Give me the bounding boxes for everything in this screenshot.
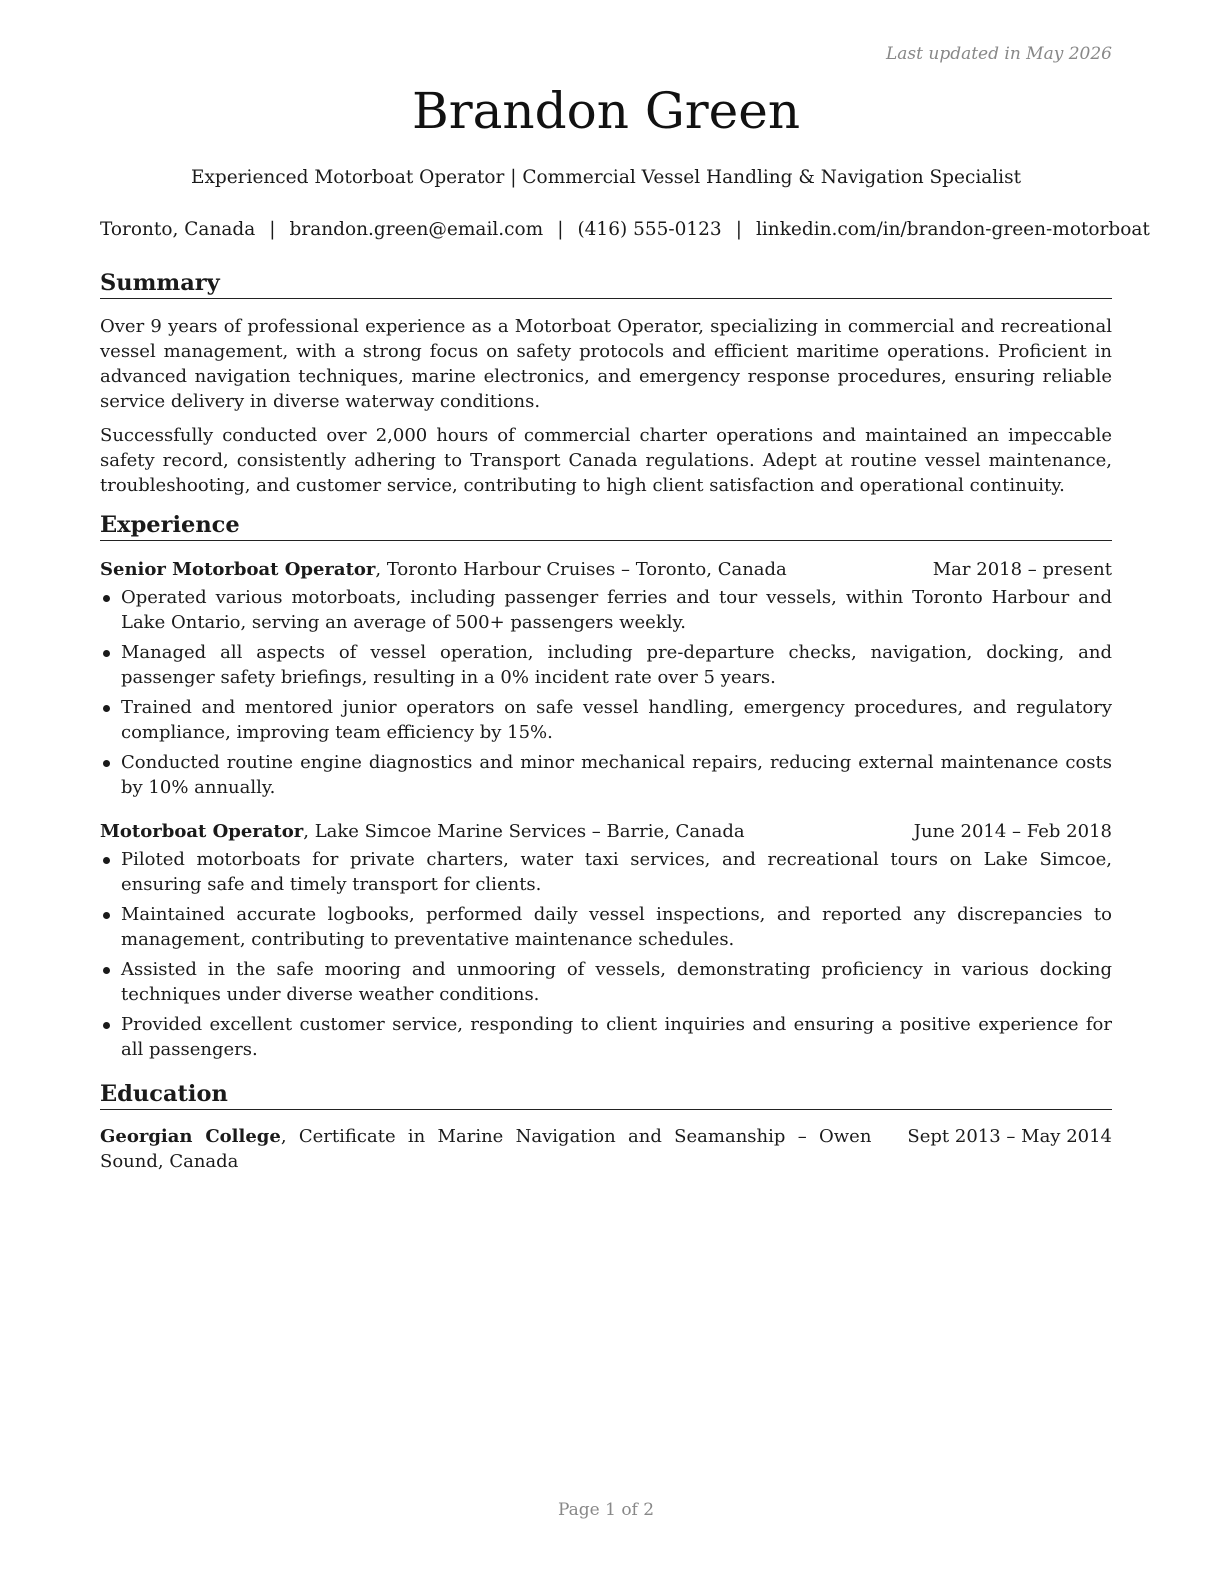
bullet-dot-icon (103, 967, 110, 974)
section-title-experience: Experience (100, 512, 1112, 541)
job-bullet (100, 902, 1112, 952)
bullet-text: Provided excellent customer service, responding to client inquiries and ensuring a positive experience for all passengers. (121, 1014, 1112, 1060)
job-bullet (100, 695, 1112, 745)
job-bullet (100, 1012, 1112, 1062)
page-number: Page 1 of 2 (557, 1500, 655, 1520)
experience-section (100, 512, 1112, 1062)
job-bullet (100, 957, 1112, 1007)
job-entry (100, 557, 1112, 800)
professional-headline: Experienced Motorboat Operator | Commercial Vessel Handling & Navigation Specialist (190, 167, 1022, 188)
bullet-dot-icon (103, 857, 110, 864)
contact-separator: | (735, 219, 742, 240)
bullet-dot-icon (103, 912, 110, 919)
education-entry (100, 1124, 1112, 1174)
bullet-dot-icon (103, 705, 110, 712)
education-section (100, 1081, 1112, 1174)
bullet-text: Conducted routine engine diagnostics and minor mechanical repairs, reducing external maintenance costs by 10% annually. (121, 752, 1112, 798)
job-bullets (100, 585, 1112, 800)
bullet-dot-icon (103, 650, 110, 657)
contact-location: Toronto, Canada (100, 219, 256, 240)
contact-separator: | (269, 219, 276, 240)
bullet-dot-icon (103, 760, 110, 767)
job-title: Motorboat Operator (100, 821, 304, 842)
section-title-education: Education (100, 1081, 1112, 1110)
bullet-dot-icon (103, 1022, 110, 1029)
summary-section (100, 270, 1112, 498)
candidate-name: Brandon Green (411, 82, 801, 140)
job-dates: June 2014 – Feb 2018 (913, 821, 1112, 842)
summary-paragraph: Successfully conducted over 2,000 hours of commercial charter operations and maintained an impeccable safety record, consistently adhering to Transport Canada regulations. Adept at routine vessel maintenance, troubleshooting, and customer service, contributing to high client satisfaction and operational continuity. (100, 425, 1112, 496)
job-employer: , Toronto Harbour Cruises – Toronto, Canada (375, 559, 787, 580)
contact-linkedin[interactable]: linkedin.com/in/brandon-green-motorboat (755, 219, 1150, 240)
job-bullet (100, 640, 1112, 690)
job-bullet (100, 847, 1112, 897)
job-employer: , Lake Simcoe Marine Services – Barrie, Canada (303, 821, 745, 842)
bullet-text: Assisted in the safe mooring and unmooring of vessels, demonstrating proficiency in various docking techniques under diverse weather conditions. (121, 959, 1112, 1005)
contact-email[interactable]: brandon.green@email.com (289, 219, 544, 240)
bullet-text: Operated various motorboats, including passenger ferries and tour vessels, within Toronto Harbour and Lake Ontario, serving an average of 500+ passengers weekly. (121, 587, 1112, 633)
education-detail: , Certificate in Marine Navigation and Seamanship – Owen Sound, Canada (100, 1126, 872, 1172)
school-name: Georgian College (100, 1126, 281, 1147)
resume-body (100, 270, 1112, 1174)
job-header (100, 557, 1112, 582)
contact-phone[interactable]: (416) 555-0123 (577, 219, 722, 240)
resume-page (100, 0, 1150, 1584)
job-bullet (100, 585, 1112, 635)
last-updated-note: Last updated in May 2026 (885, 44, 1112, 64)
education-dates: Sept 2013 – May 2014 (907, 1126, 1112, 1147)
job-dates: Mar 2018 – present (932, 559, 1112, 580)
bullet-text: Managed all aspects of vessel operation, including pre-departure checks, navigation, docking, and passenger safety briefings, resulting in a 0% incident rate over 5 years. (121, 642, 1112, 688)
job-entry (100, 819, 1112, 1062)
bullet-text: Trained and mentored junior operators on safe vessel handling, emergency procedures, and regulatory compliance, improving team efficiency by 15%. (121, 697, 1112, 743)
summary-paragraph: Over 9 years of professional experience as a Motorboat Operator, specializing in commercial and recreational vessel management, with a strong focus on safety protocols and efficient maritime operations. Proficient in advanced navigation techniques, marine electronics, and emergency response procedures, ensuring reliable service delivery in diverse waterway conditions. (100, 316, 1112, 412)
job-bullet (100, 750, 1112, 800)
contact-separator: | (557, 219, 564, 240)
section-title-summary: Summary (100, 270, 1112, 299)
job-header (100, 819, 1112, 844)
bullet-text: Maintained accurate logbooks, performed daily vessel inspections, and reported any discrepancies to management, contributing to preventative maintenance schedules. (121, 904, 1112, 950)
bullet-dot-icon (103, 595, 110, 602)
contact-line (100, 219, 1150, 241)
job-bullets (100, 847, 1112, 1062)
job-title: Senior Motorboat Operator (100, 559, 376, 580)
bullet-text: Piloted motorboats for private charters, water taxi services, and recreational tours on Lake Simcoe, ensuring safe and timely transport for clients. (121, 849, 1112, 895)
